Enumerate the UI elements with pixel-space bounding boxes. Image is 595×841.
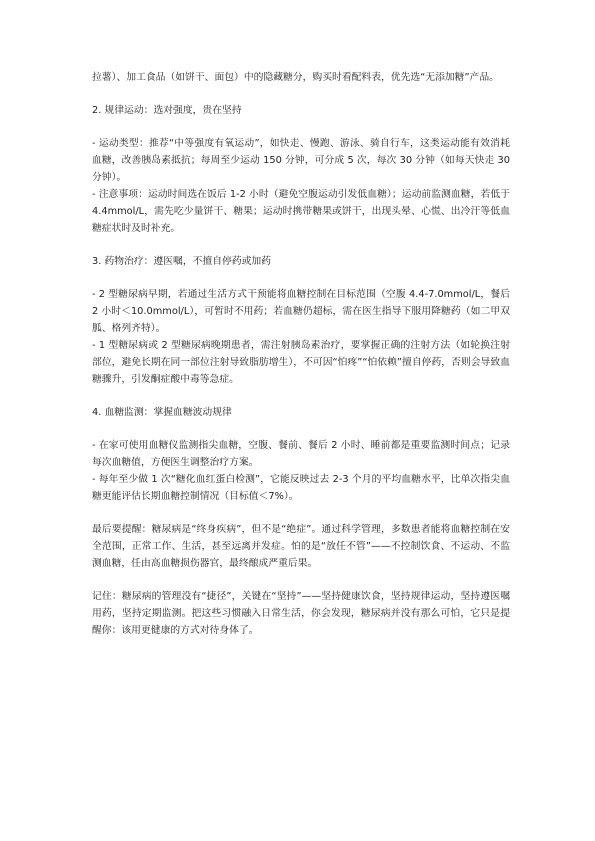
closing-summary-paragraph: 记住：糖尿病的管理没有“捷径”，关键在“坚持”——坚持健康饮食，坚持规律运动，坚持遵医嘱用药，坚持定期监测。把这些习惯融入日常生活，你会发现，糖尿病并没有那么可怕，它只是提醒你：该用更健康的方式对待身体了。 <box>92 591 510 636</box>
intro-paragraph-tail: 拉薯）、加工食品（如饼干、面包）中的隐藏糖分，购买时看配料表，优先选“无添加糖”产品。 <box>92 72 499 83</box>
closing-reminder-paragraph: 最后要提醒：糖尿病是“终身疾病”，但不是“绝症”。通过科学管理，多数患者能将血糖控制在安全范围，正常工作、生活，甚至远离并发症。怕的是“放任不管”——不控制饮食、不运动、不监测血糖，任由高血糖损伤器官，最终酿成严重后果。 <box>92 524 510 569</box>
list-item: - 1 型糖尿病或 2 型糖尿病晚期患者，需注射胰岛素治疗，要掌握正确的注射方法（如轮换注射部位，避免长期在同一部位注射导致脂肪增生），不可因“怕疼”“怕依赖”擅自停药，否则会导致血糖骤升，引发酮症酸中毒等急症。 <box>92 340 510 385</box>
list-item: - 2 型糖尿病早期，若通过生活方式干预能将血糖控制在目标范围（空腹 4.4-7.0mmol/L，餐后 2 小时＜10.0mmol/L），可暂时不用药；若血糖仍超标，需在医生指导下服用降糖药（如二甲双胍、格列齐特）。 <box>92 289 510 334</box>
list-item: - 运动类型：推荐“中等强度有氧运动”，如快走、慢跑、游泳、骑自行车，这类运动能有效消耗血糖，改善胰岛素抵抗；每周至少运动 150 分钟，可分成 5 次，每次 30 分钟（如每天快走 30 分钟）。 <box>92 138 510 183</box>
list-item: - 注意事项：运动时间选在饭后 1-2 小时（避免空腹运动引发低血糖）；运动前监测血糖，若低于 4.4mmol/L，需先吃少量饼干、糖果；运动时携带糖果或饼干，出现头晕、心慌、出冷汗等低血糖症状时及时补充。 <box>92 189 510 234</box>
section-monitoring <box>92 404 510 505</box>
document-body <box>92 69 510 639</box>
section-medication <box>92 253 510 388</box>
section-heading: 3. 药物治疗：遵医嘱，不擅自停药或加药 <box>92 256 272 267</box>
section-heading: 4. 血糖监测：掌握血糖波动规律 <box>92 407 232 418</box>
list-item: - 在家可使用血糖仪监测指尖血糖，空腹、餐前、餐后 2 小时、睡前都是重要监测时间点；记录每次血糖值，方便医生调整治疗方案。 <box>92 440 510 468</box>
list-item: - 每年至少做 1 次“糖化血红蛋白检测”，它能反映过去 2-3 个月的平均血糖水平，比单次指尖血糖更能评估长期血糖控制情况（目标值＜7%）。 <box>92 474 510 502</box>
section-exercise <box>92 102 510 237</box>
section-heading: 2. 规律运动：选对强度，贵在坚持 <box>92 105 242 116</box>
